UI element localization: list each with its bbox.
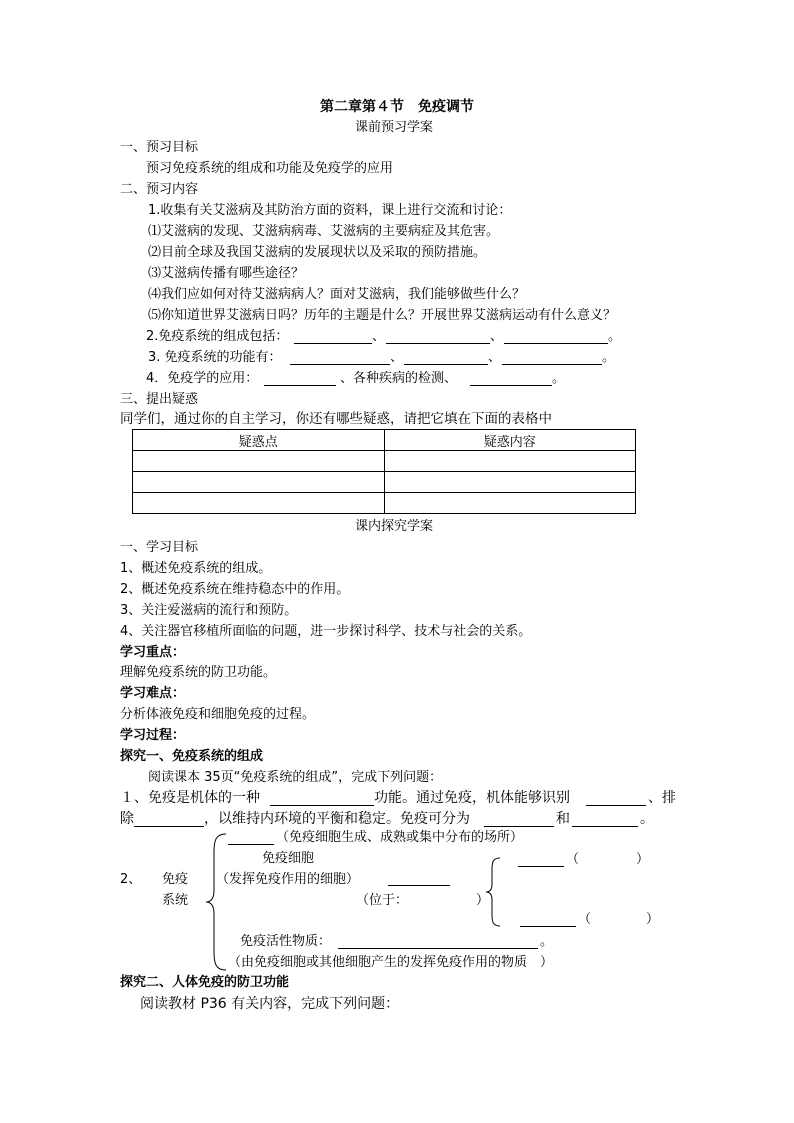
question-1-part-f: 和	[556, 811, 570, 827]
immune-system-label-2: 系统	[162, 893, 189, 908]
question-1-part-b: 功能。通过免疫，机体能够识别	[374, 790, 570, 806]
key-point-label: 学习重点：	[120, 645, 186, 660]
blank-active-substance[interactable]	[338, 948, 538, 949]
preview-goal-text: 预习免疫系统的组成和功能及免疫学的应用	[146, 161, 394, 176]
table-header-doubt-content: 疑惑内容	[384, 430, 636, 451]
goal-item: 2、概述免疫系统在维持稳态中的作用。	[120, 582, 350, 597]
table-cell[interactable]	[384, 472, 636, 493]
blank-function-1[interactable]	[290, 364, 390, 365]
question-1-part-a: １、免疫是机体的一种	[120, 790, 260, 806]
preview-question-3: ⑶艾滋病传播有哪些途径？	[148, 266, 305, 281]
preview-question-4: ⑷我们应如何对待艾滋病病人？面对艾滋病，我们能够做些什么？	[148, 287, 526, 302]
key-point-text: 理解免疫系统的防卫功能。	[120, 665, 277, 680]
brace-icon	[204, 832, 228, 972]
blank-function-3[interactable]	[502, 364, 602, 365]
page-title: 第二章第４节 免疫调节	[320, 99, 474, 115]
explore-1-instruction: 阅读课本 35页“免疫系统的组成”，完成下列问题：	[148, 770, 443, 785]
immune-cell-label: 免疫细胞	[262, 851, 315, 866]
question-1-part-c: 、排	[648, 790, 676, 806]
blank-composition-1[interactable]	[294, 343, 372, 344]
table-header-doubt-point: 疑惑点	[133, 430, 385, 451]
paren-close: ）	[646, 912, 660, 927]
goal-item: 3、关注爱滋病的流行和预防。	[120, 603, 298, 618]
paren-open: （	[578, 912, 592, 927]
difficulty-text: 分析体液免疫和细胞免疫的过程。	[120, 707, 316, 722]
separator: 、	[488, 350, 502, 365]
blank-immunity-type-1[interactable]	[484, 826, 554, 827]
difficulty-label: 学习难点：	[120, 686, 186, 701]
blank-immune-organ[interactable]	[228, 844, 274, 845]
table-cell[interactable]	[133, 493, 385, 514]
goal-item: 1、概述免疫系统的组成。	[120, 561, 272, 576]
inclass-subtitle: 课内探究学案	[355, 519, 434, 534]
blank-application-1[interactable]	[264, 385, 336, 386]
explore-1-heading: 探究一、免疫系统的组成	[120, 749, 264, 764]
explore-2-heading: 探究二、人体免疫的防卫功能	[120, 975, 290, 990]
question-1-part-e: ，以维持内环境的平衡和稳定。免疫可分为	[204, 811, 470, 827]
preview-doubt-heading: 三、提出疑惑	[120, 392, 199, 407]
blank-lymphocyte-2[interactable]	[520, 926, 576, 927]
process-label: 学习过程：	[120, 728, 186, 743]
table-cell[interactable]	[384, 493, 636, 514]
blank-function-2[interactable]	[404, 364, 488, 365]
blank-composition-3[interactable]	[504, 343, 608, 344]
preview-doubt-text: 同学们，通过你的自主学习，你还有哪些疑惑，请把它填在下面的表格中	[120, 411, 552, 427]
immune-system-label-1: 免疫	[162, 872, 189, 887]
inclass-goal-heading: 一、学习目标	[120, 540, 199, 555]
preview-item-1: 1.收集有关艾滋病及其防治方面的资料，课上进行交流和讨论：	[148, 203, 512, 218]
table-row	[133, 451, 636, 472]
separator: 。	[552, 371, 566, 386]
table-cell[interactable]	[133, 472, 385, 493]
active-substance-label: 免疫活性物质：	[240, 934, 332, 949]
paren-close: ）	[636, 852, 650, 867]
separator: 、	[372, 329, 386, 344]
preview-subtitle: 课前预习学案	[355, 120, 434, 135]
preview-question-5: ⑸你知道世界艾滋病日吗？历年的主题是什么？开展世界艾滋病运动有什么意义？	[148, 308, 617, 323]
goal-item: 4、关注器官移植所面临的问题，进一步探讨科学、技术与社会的关系。	[120, 624, 532, 639]
blank-immune-cell[interactable]	[388, 885, 450, 886]
separator: 。	[608, 329, 622, 344]
blank-immunity-type-2[interactable]	[572, 826, 638, 827]
separator: 、	[390, 350, 404, 365]
blank-eliminate[interactable]	[134, 826, 204, 827]
blank-application-2[interactable]	[470, 385, 552, 386]
paren-open: （	[566, 852, 580, 867]
separator: 、	[490, 329, 504, 344]
preview-goal-heading: 一、预习目标	[120, 140, 199, 155]
table-row	[133, 472, 636, 493]
preview-question-1: ⑴艾滋病的发现、艾滋病病毒、艾滋病的主要病症及其危害。	[148, 224, 500, 239]
preview-item-4-mid: 、各种疾病的检测、	[340, 371, 458, 386]
preview-item-3: 3. 免疫系统的功能有：	[148, 350, 282, 365]
blank-lymphocyte-1[interactable]	[518, 866, 564, 867]
preview-question-2: ⑵目前全球及我国艾滋病的发展现状以及采取的预防措施。	[148, 245, 487, 260]
question-2-number: 2、	[120, 872, 142, 887]
preview-item-4: 4．免疫学的应用：	[146, 371, 259, 386]
location-close: ）	[476, 893, 490, 908]
blank-composition-2[interactable]	[386, 343, 490, 344]
preview-content-heading: 二、预习内容	[120, 182, 199, 197]
question-1-part-g: 。	[640, 811, 654, 827]
active-substance-end: 。	[540, 934, 554, 949]
table-cell[interactable]	[384, 451, 636, 472]
preview-item-2: 2.免疫系统的组成包括：	[146, 329, 289, 344]
brace-icon	[484, 856, 502, 928]
explore-2-instruction: 阅读教材 P36 有关内容，完成下列问题：	[140, 996, 400, 1012]
table-row	[133, 493, 636, 514]
doubt-table	[132, 429, 636, 514]
location-label: （位于：	[356, 893, 409, 908]
active-substance-note: （由免疫细胞或其他细胞产生的发挥免疫作用的物质 ）	[228, 955, 554, 970]
blank-recognize[interactable]	[586, 805, 646, 806]
table-header-row	[133, 430, 636, 451]
separator: 。	[602, 350, 616, 365]
immune-organ-note: （免疫细胞生成、成熟或集中分布的场所）	[276, 830, 524, 845]
table-cell[interactable]	[133, 451, 385, 472]
blank-immune-nature[interactable]	[270, 805, 374, 806]
immune-cell-note: （发挥免疫作用的细胞）	[216, 872, 360, 887]
question-1-part-d: 除	[120, 811, 134, 827]
